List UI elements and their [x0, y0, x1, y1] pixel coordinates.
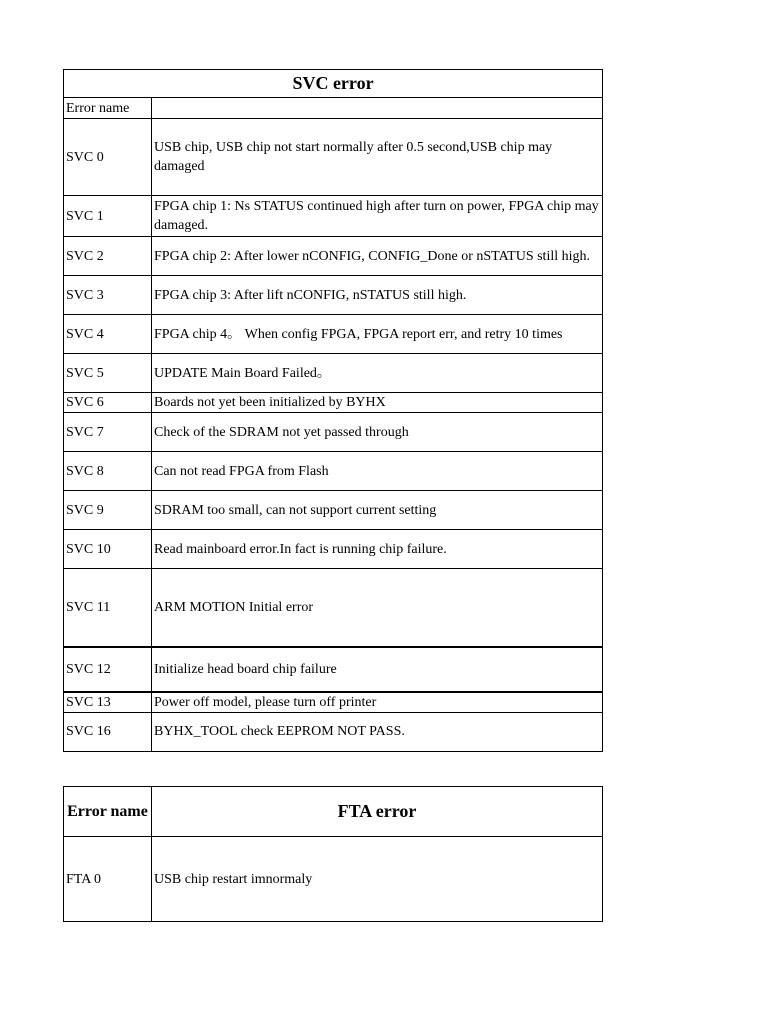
error-description: Boards not yet been initialized by BYHX [152, 393, 603, 413]
table-row [64, 452, 603, 491]
error-code: SVC 3 [64, 276, 152, 315]
error-code: SVC 2 [64, 237, 152, 276]
table-row [64, 837, 603, 922]
error-description: ARM MOTION Initial error [152, 569, 603, 647]
error-description: USB chip, USB chip not start normally after 0.5 second,USB chip may damaged [152, 119, 603, 196]
error-code: SVC 11 [64, 569, 152, 647]
error-code: SVC 16 [64, 712, 152, 751]
table-row [64, 276, 603, 315]
error-description: UPDATE Main Board Failed。 [152, 354, 603, 393]
table-row [64, 569, 603, 647]
header-error-name: Error name [64, 787, 152, 837]
error-code: SVC 5 [64, 354, 152, 393]
fta-header-row [64, 787, 603, 837]
table-row [64, 237, 603, 276]
error-description: FPGA chip 1: Ns STATUS continued high after turn on power, FPGA chip may damaged. [152, 196, 603, 237]
error-code: SVC 4 [64, 315, 152, 354]
error-code: SVC 1 [64, 196, 152, 237]
error-description: Can not read FPGA from Flash [152, 452, 603, 491]
error-description: Initialize head board chip failure [152, 647, 603, 692]
table-row [64, 413, 603, 452]
error-description: Power off model, please turn off printer [152, 692, 603, 713]
table-row [64, 712, 603, 751]
table-row [64, 196, 603, 237]
error-code: SVC 12 [64, 647, 152, 692]
svc-table-title: SVC error [64, 70, 603, 98]
error-description: Check of the SDRAM not yet passed through [152, 413, 603, 452]
error-code: SVC 7 [64, 413, 152, 452]
error-code: SVC 13 [64, 692, 152, 713]
error-code: SVC 0 [64, 119, 152, 196]
error-description: SDRAM too small, can not support current setting [152, 491, 603, 530]
svc-title-row [64, 70, 603, 98]
error-code: SVC 10 [64, 530, 152, 569]
table-row [64, 692, 603, 713]
fta-error-table [63, 786, 603, 922]
error-description: FPGA chip 3: After lift nCONFIG, nSTATUS still high. [152, 276, 603, 315]
table-row [64, 119, 603, 196]
table-row [64, 315, 603, 354]
error-code: SVC 8 [64, 452, 152, 491]
header-error-name: Error name [64, 98, 152, 119]
table-row [64, 647, 603, 692]
fta-table-title: FTA error [152, 787, 603, 837]
table-row [64, 393, 603, 413]
svc-error-table [63, 69, 603, 752]
error-description: USB chip restart imnormaly [152, 837, 603, 922]
table-row [64, 491, 603, 530]
error-description: Read mainboard error.In fact is running chip failure. [152, 530, 603, 569]
table-row [64, 354, 603, 393]
table-row [64, 530, 603, 569]
svc-header-row [64, 98, 603, 119]
error-code: SVC 9 [64, 491, 152, 530]
error-description: FPGA chip 2: After lower nCONFIG, CONFIG_Done or nSTATUS still high. [152, 237, 603, 276]
error-description: BYHX_TOOL check EEPROM NOT PASS. [152, 712, 603, 751]
error-code: FTA 0 [64, 837, 152, 922]
error-description: FPGA chip 4。 When config FPGA, FPGA report err, and retry 10 times [152, 315, 603, 354]
error-code: SVC 6 [64, 393, 152, 413]
header-description [152, 98, 603, 119]
